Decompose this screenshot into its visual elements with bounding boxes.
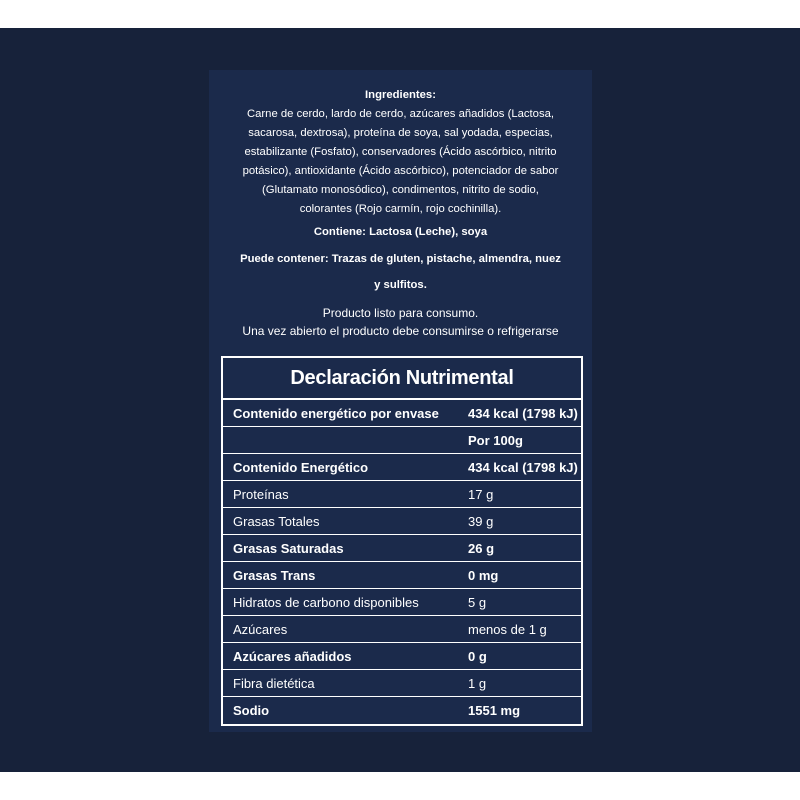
ingredients-line: sacarosa, dextrosa), proteína de soya, sal yodada, especias, — [248, 127, 553, 139]
nutrient-label: Contenido energético por envase — [233, 405, 439, 421]
nutrient-label: Azúcares — [233, 621, 288, 637]
may-contain-line: y sulfitos. — [374, 279, 427, 291]
nutrient-value: 434 kcal (1798 kJ) — [468, 459, 578, 475]
ingredients-block — [209, 86, 592, 340]
storage-line: Una vez abierto el producto debe consumirse o refrigerarse — [242, 324, 559, 338]
nutrition-row — [223, 589, 581, 616]
ingredients-line: estabilizante (Fosfato), conservadores (Ácido ascórbico, nitrito — [244, 146, 557, 158]
ready-to-eat-note — [209, 304, 592, 340]
nutrient-label: Proteínas — [233, 486, 289, 502]
nutrient-label: Contenido Energético — [233, 459, 369, 475]
nutrition-table-title: Declaración Nutrimental — [223, 358, 581, 400]
nutrition-row — [223, 670, 581, 697]
nutrition-row — [223, 427, 581, 454]
nutrient-value: 0 mg — [468, 567, 499, 583]
nutrient-value: 39 g — [468, 513, 494, 529]
ingredients-text — [209, 105, 592, 219]
nutrition-row — [223, 697, 581, 724]
nutrition-row — [223, 616, 581, 643]
nutrient-value: 5 g — [468, 594, 487, 610]
allergen-contains: Contiene: Lactosa (Leche), soya — [313, 226, 488, 238]
nutrient-label: Grasas Trans — [233, 567, 316, 583]
nutrition-row — [223, 454, 581, 481]
nutrient-label: Hidratos de carbono disponibles — [233, 594, 419, 610]
may-contain-line: Puede contener: Trazas de gluten, pistache, almendra, nuez — [240, 253, 561, 265]
nutrient-value: 1551 mg — [468, 703, 521, 718]
ingredients-title: Ingredientes: — [365, 89, 436, 101]
nutrient-value: 17 g — [468, 486, 494, 502]
nutrient-value: 0 g — [468, 648, 487, 664]
nutrition-row — [223, 481, 581, 508]
nutrition-row — [223, 400, 581, 427]
nutrient-label: Grasas Totales — [233, 513, 320, 529]
nutrition-row — [223, 508, 581, 535]
ingredients-line: potásico), antioxidante (Ácido ascórbico), potenciador de sabor — [242, 165, 559, 177]
nutrition-row — [223, 562, 581, 589]
allergen-may-contain — [209, 246, 592, 298]
ingredients-line: colorantes (Rojo carmín, rojo cochinilla). — [299, 203, 502, 215]
nutrition-row — [223, 643, 581, 670]
nutrient-value: 1 g — [468, 675, 487, 691]
ingredients-line: Carne de cerdo, lardo de cerdo, azúcares añadidos (Lactosa, — [246, 108, 555, 120]
ready-line: Producto listo para consumo. — [322, 306, 479, 320]
nutrient-label: Sodio — [233, 703, 270, 718]
nutrition-row — [223, 535, 581, 562]
ingredients-line: (Glutamato monosódico), condimentos, nitrito de sodio, — [262, 184, 539, 196]
nutrient-label: Azúcares añadidos — [233, 648, 352, 664]
nutrient-value: Por 100g — [468, 432, 523, 448]
nutrient-value: 26 g — [468, 540, 495, 556]
nutrition-rows — [223, 400, 581, 724]
label-panel — [209, 70, 592, 732]
nutrient-label: Grasas Saturadas — [233, 540, 344, 556]
nutrient-value: menos de 1 g — [468, 621, 547, 637]
nutrition-table — [221, 356, 583, 726]
nutrient-label: Fibra dietética — [233, 675, 315, 691]
nutrient-value: 434 kcal (1798 kJ) — [468, 405, 578, 421]
